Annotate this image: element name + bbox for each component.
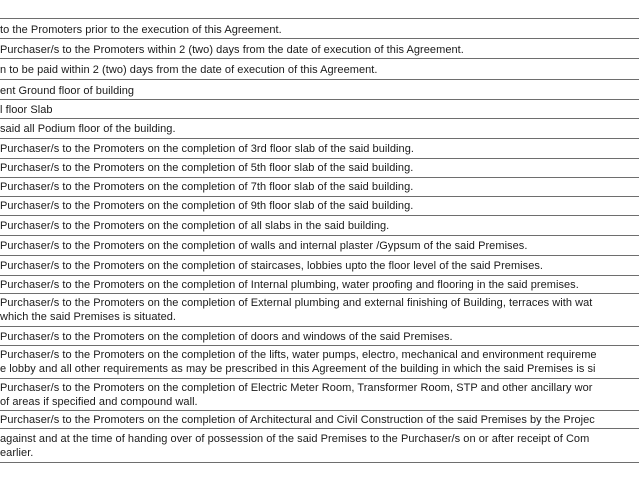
table-row xyxy=(0,18,639,38)
row-text: Purchaser/s to the Promoters within 2 (two) days from the date of execution of this Agreement. xyxy=(0,44,464,56)
table-row xyxy=(0,177,639,196)
row-text: Purchaser/s to the Promoters on the completion of Internal plumbing, water proofing and flooring in the said premises. xyxy=(0,279,579,291)
table-row xyxy=(0,275,639,293)
table-bottom-border xyxy=(0,462,639,463)
table-row xyxy=(0,428,639,462)
table-row xyxy=(0,235,639,255)
row-text-continued: earlier. xyxy=(0,447,34,459)
row-text: Purchaser/s to the Promoters on the completion of 5th floor slab of the said building. xyxy=(0,162,414,174)
row-text: Purchaser/s to the Promoters on the completion of staircases, lobbies upto the floor level of the said Premises. xyxy=(0,260,544,272)
row-text: l floor Slab xyxy=(0,104,53,116)
table-row xyxy=(0,196,639,215)
row-text: Purchaser/s to the Promoters on the completion of Architectural and Civil Construction of the said Premises by the Projec xyxy=(0,414,595,426)
row-text: Purchaser/s to the Promoters on the completion of 7th floor slab of the said building. xyxy=(0,181,414,193)
table-row xyxy=(0,255,639,275)
row-text: Purchaser/s to the Promoters on the completion of 3rd floor slab of the said building. xyxy=(0,143,414,155)
row-text: n to be paid within 2 (two) days from the date of execution of this Agreement. xyxy=(0,64,378,76)
row-text-continued: which the said Premises is situated. xyxy=(0,311,177,323)
table-row xyxy=(0,118,639,138)
table-row xyxy=(0,79,639,99)
table-row xyxy=(0,138,639,158)
table-row xyxy=(0,158,639,177)
table-row xyxy=(0,99,639,118)
table-row xyxy=(0,38,639,58)
row-text: Purchaser/s to the Promoters on the completion of the lifts, water pumps, electro, mechanical and environment requireme xyxy=(0,349,597,361)
table-row xyxy=(0,293,639,326)
row-text: to the Promoters prior to the execution of this Agreement. xyxy=(0,24,282,36)
row-text: said all Podium floor of the building. xyxy=(0,123,176,135)
table-row xyxy=(0,58,639,79)
row-text: Purchaser/s to the Promoters on the completion of Electric Meter Room, Transformer Room, STP and other ancillary wor xyxy=(0,382,593,394)
row-text-continued: of areas if specified and compound wall. xyxy=(0,396,198,408)
row-text-continued: e lobby and all other requirements as may be prescribed in this Agreement of the building in which the said Premises is si xyxy=(0,363,596,375)
row-text: Purchaser/s to the Promoters on the completion of External plumbing and external finishing of Building, terraces with wat xyxy=(0,297,593,309)
row-text: Purchaser/s to the Promoters on the completion of walls and internal plaster /Gypsum of the said Premises. xyxy=(0,240,528,252)
table-row xyxy=(0,215,639,235)
table-row xyxy=(0,326,639,345)
row-text: Purchaser/s to the Promoters on the completion of 9th floor slab of the said building. xyxy=(0,200,414,212)
row-text: against and at the time of handing over of possession of the said Premises to the Purchaser/s on or after receipt of Com xyxy=(0,433,590,445)
row-text: ent Ground floor of building xyxy=(0,85,135,97)
table-row xyxy=(0,410,639,428)
row-text: Purchaser/s to the Promoters on the completion of doors and windows of the said Premises. xyxy=(0,331,453,343)
table-row xyxy=(0,345,639,378)
row-text: Purchaser/s to the Promoters on the completion of all slabs in the said building. xyxy=(0,220,390,232)
table-row xyxy=(0,378,639,410)
